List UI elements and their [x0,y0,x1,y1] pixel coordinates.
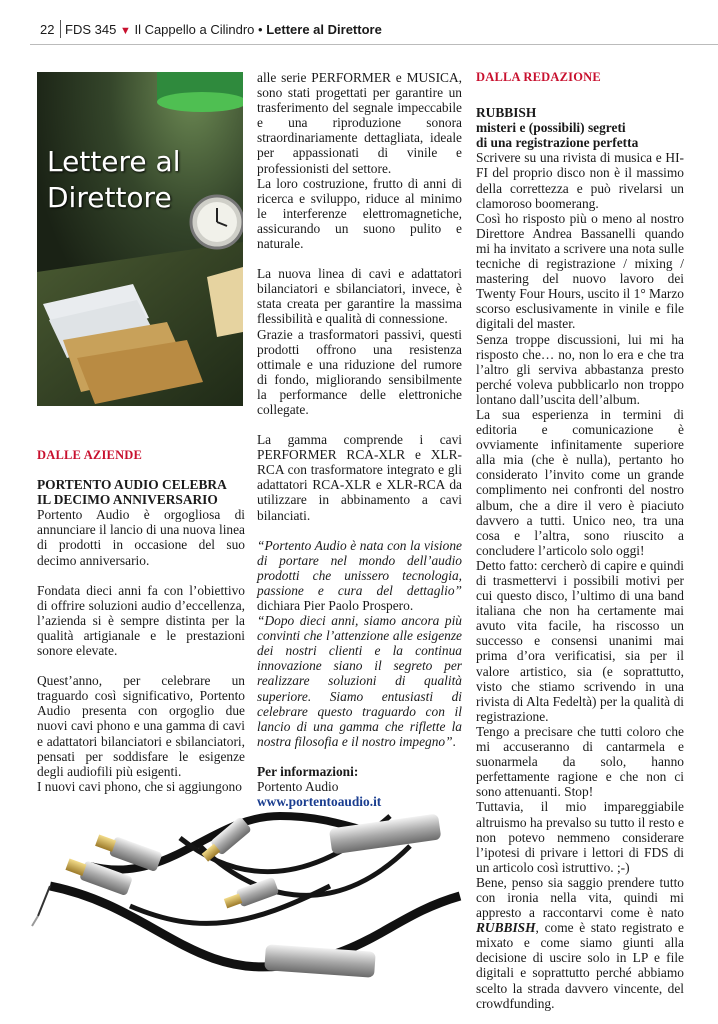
paragraph: Fondata dieci anni fa con l’obiettivo di offrire soluzioni audio d’eccellenza, l’azienda si è sempre distinta per la qualità artigianale e le prestazioni sonore elevate. [37,582,245,659]
photo-title-line-1: Lettere al [47,145,181,178]
album-title: RUBBISH [476,920,536,936]
paragraph-text: , come è stato registrato e mixato e come siamo giunti alla decisione di uscire solo in LP e file digitali e soprattutto perché abbiamo scelto la strada davvero vincente, del crowdfunding. [476,920,684,1011]
paragraph: alle serie PERFORMER e MUSICA, sono stati progettati per garantire un trasferimento del segnale impeccabile e una riproduzione sonora straordinariamente dettagliata, ideale per appassionati di vinile e professionisti del settore. [257,70,462,176]
magazine-issue: FDS 345 [65,22,117,37]
paragraph-text: Bene, penso sia saggio prendere tutto con ironia nella vita, quindi mi appresto a raccontarvi come è nato [476,874,684,921]
desk-illustration [37,72,243,406]
info-company: Portento Audio [257,779,339,795]
triangle-down-icon: ▼ [119,25,131,37]
header-divider [60,20,61,38]
header-bullet: • [258,22,263,37]
paragraph: I nuovi cavi phono, che si aggiungono [37,778,242,794]
quote-end: . [452,733,456,749]
page-number: 22 [40,22,55,37]
photo-title-line-2: Direttore [47,181,172,214]
paragraph: La sua esperienza in termini di editoria e comunicazione è ovviamente infinitamente superiore alla mia (che è nulla), pertanto ho considerato l’invito come un grande complimento nei confronti del nostro album, che a dire il vero è piaciuto davvero a tutti. Unico neo, tra una cosa e l’altra, sono riuscito a concludere l’articolo solo oggi! [476,406,684,558]
headline-line-3: di una registrazione perfetta [476,135,639,151]
column-3 [476,70,684,1011]
page-header [0,18,718,44]
paragraph [476,875,684,1011]
page-title: Lettere al Direttore [266,22,382,37]
photo-title [47,144,180,216]
header-line [65,22,382,37]
section-label-redazione: DALLA REDAZIONE [476,70,601,84]
paragraph: La nuova linea di cavi e adattatori bilanciatori e sbilanciatori, invece, è stata creata per garantire la massima flessibilità e qualità di connessione. [257,266,462,327]
column-2 [257,70,462,809]
quote-text: “Dopo dieci anni, siamo ancora più convinti che l’attenzione alle esigenze dei nostri clienti e la continua innovazione siano il segreto per realizzare soluzioni di qualità superiore. Siamo entusiasti di celebrare questo traguardo con il lancio di una gamma che riflette la nostra filosofia e il nostro impegno” [257,613,462,749]
headline-line-2: misteri e (possibili) segreti [476,120,626,136]
headline-line-1: PORTENTO AUDIO CELEBRA [37,477,227,493]
paragraph: Tengo a precisare che tutti coloro che mi accuseranno di cantarmela e suonarmela da solo, hanno perfettamente ragione e che non ci sono attenuanti. Stop! [476,723,684,800]
quote-paragraph [257,538,462,613]
website-link[interactable]: www.portentoaudio.it [257,794,382,810]
header-rule [30,44,718,45]
phono-cable-image [30,776,470,1016]
paragraph: Detto fatto: cercherò di capire e quindi di trasmettervi i possibili motivi per cui questo disco, l’ultimo di una band italiana che non ha certamente mai avuto vita facile, ha riscosso un successo e consensi unanimi mai prima d’ora verificatisi, sia per il valore artistico, sia (e soprattutto, visto che stiamo scrivendo in una rivista di Alta Fedeltà) per la qualità di registrazione. [476,557,684,724]
quote-paragraph [257,613,462,749]
section-label-aziende: DALLE AZIENDE [37,448,143,462]
paragraph: Portento Audio è orgogliosa di annunciare il lancio di una nuova linea di prodotti in occasione del suo decimo anniversario. [37,507,245,568]
cable-illustration [30,776,470,1016]
paragraph: La gamma comprende i cavi PERFORMER RCA-XLR e XLR-RCA con trasformatore integrato e gli adattatori RCA-XLR e XLR-RCA da utilizzare in abbinamento a cavi bilanciati. [257,432,462,523]
quote-attribution: dichiara Pier Paolo Prospero. [257,598,414,613]
paragraph: Grazie a trasformatori passivi, questi prodotti offrono una resistenza ottimale e una riduzione del rumore di fondo, migliorando sensibilmente la performance delle elettroniche collegate. [257,326,462,417]
info-label: Per informazioni: [257,763,359,779]
quote-text: “Portento Audio è nata con la visione di portare nel mondo dell’audio prodotti che unissero tecnologia, passione e cura del dettaglio” [257,537,462,598]
paragraph: Scrivere su una rivista di musica e HI-FI del proprio disco non è il massimo della correttezza e può rivelarsi un clamoroso boomerang. [476,150,684,211]
paragraph: Tuttavia, il mio impareggiabile altruismo ha prevalso su tutto il resto e non potevo nemmeno considerare l’ipotesi di privare i lettori di FDS di un articolo così istruttivo. ;-) [476,799,684,875]
letters-photo [37,72,243,406]
paragraph: Quest’anno, per celebrare un traguardo così significativo, Portento Audio presenta con orgoglio due nuovi cavi phono e una gamma di cavi e adattatori bilanciatori e sbilanciatori, pensati per soddisfare le esigenze degli audiofili più esigenti. [37,673,245,779]
paragraph: La loro costruzione, frutto di anni di ricerca e sviluppo, riduce al minimo le interferenze elettromagnetiche, assicurando un suono pulito e naturale. [257,175,462,252]
column-1 [37,448,245,794]
headline-line-1: RUBBISH [476,105,537,121]
section-name: Il Cappello a Cilindro [134,22,255,37]
paragraph: Senza troppe discussioni, lui mi ha risposto che… no, non lo era e che tra l’altro gli serviva abbastanza presto perché voleva pubblicarlo non troppo lontano dall’uscita dell’album. [476,331,684,407]
headline-line-2: IL DECIMO ANNIVERSARIO [37,492,218,508]
paragraph: Così ho risposto più o meno al nostro Direttore Andrea Bassanelli quando mi ha invitato a scrivere una nota sulle tecniche di registrazione / mixing / mastering del nuovo lavoro dei Twenty Four Hours, uscito il 1° Marzo scorso esclusivamente in vinile e file digitali del master. [476,210,684,332]
